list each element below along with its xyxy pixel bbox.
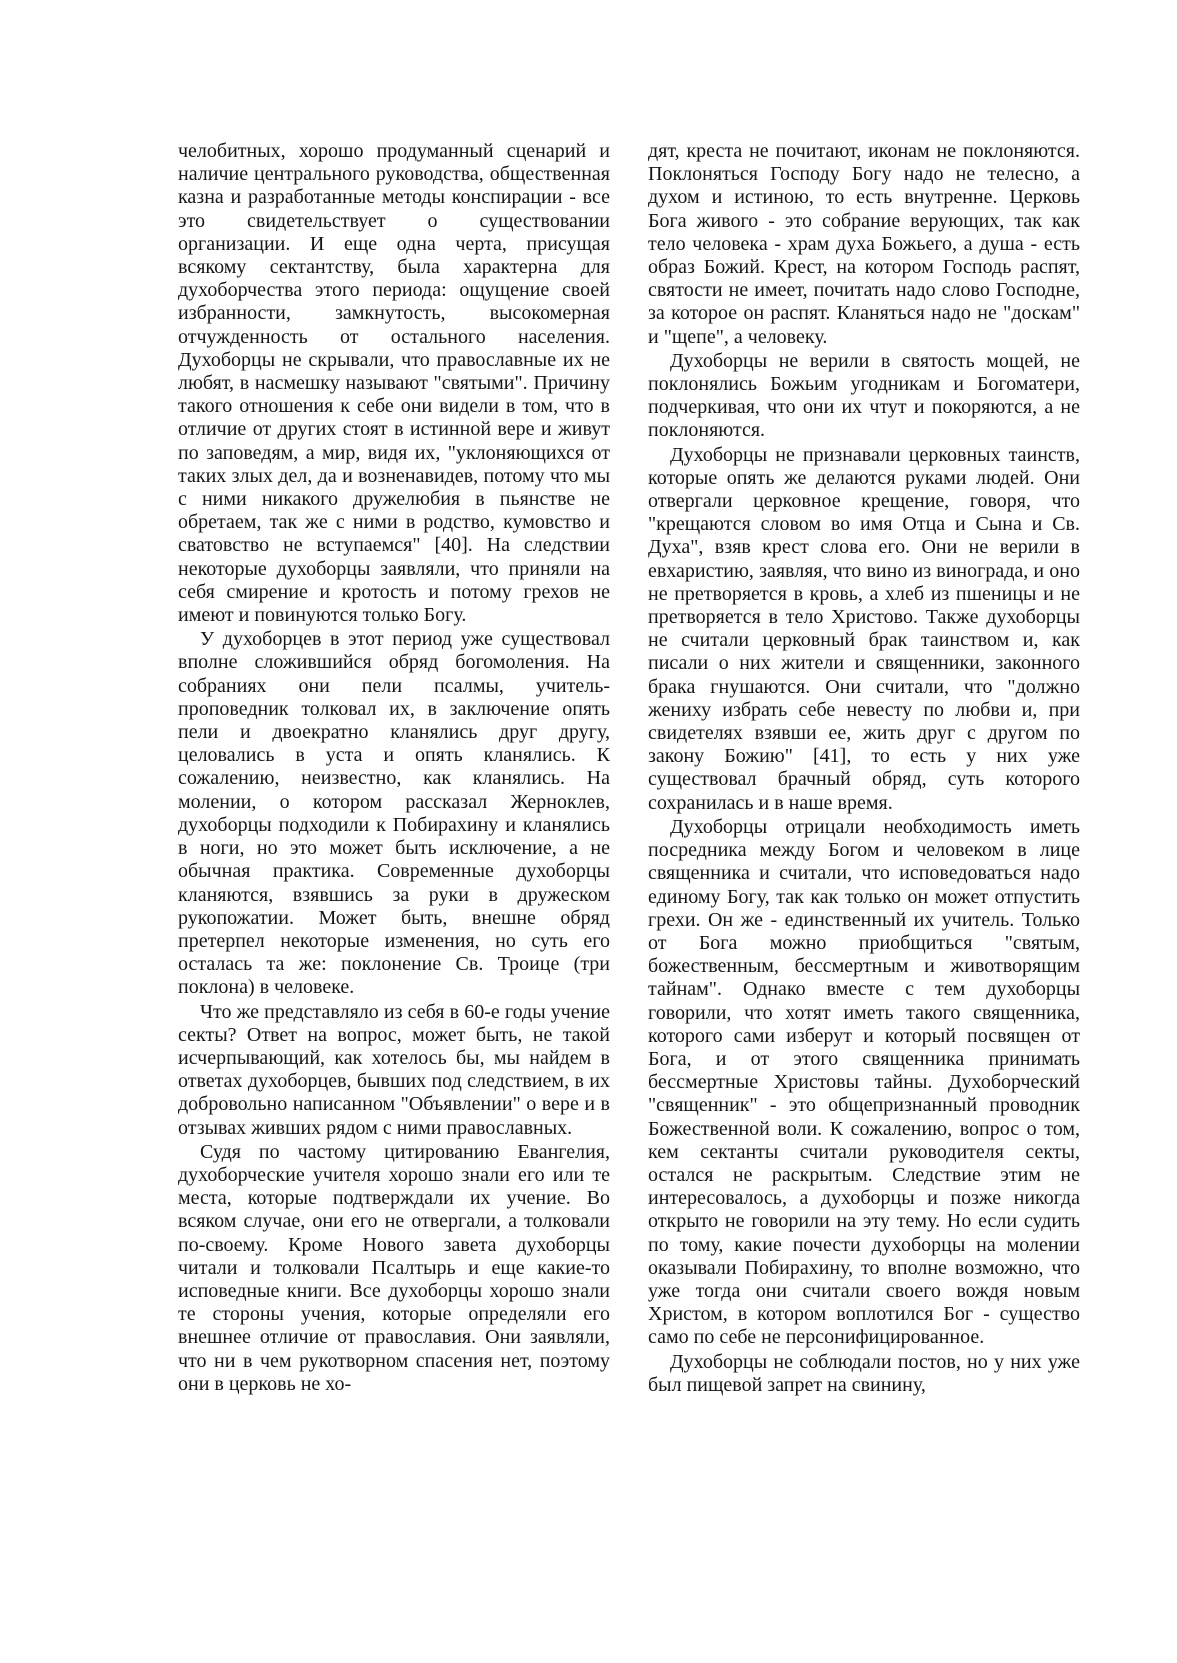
paragraph: Судя по частому цитированию Евангелия, духоборческие учителя хорошо знали его или те места, которые подтверждали их учение. Во всяком случае, они его не отвергали, а толковали по-своему. Кроме Нового завета духоборцы читали и толковали Псалтырь и еще какие-то исповедные книги. Все духоборцы хорошо знали те стороны учения, которые определяли его внешнее отличие от православия. Они заявляли, что ни в чем рукотворном спасения нет, поэтому они в церковь не хо- — [178, 1140, 610, 1395]
paragraph: челобитных, хорошо продуманный сценарий и наличие центрального руководства, общественная казна и разработанные методы конспирации - все это свидетельствует о существовании организации. И еще одна черта, присущая всякому сектантству, была характерна для духоборчества этого периода: ощущение своей избранности, замкнутость, высокомерная отчужденность от остального населения. Духоборцы не скрывали, что православные их не любят, в насмешку называют "святыми". Причину такого отношения к себе они видели в том, что в отличие от других стоят в истинной вере и живут по заповедям, а мир, видя их, "уклоняющихся от таких злых дел, да и возненавидев, потому что мы с ними никакого дружелюбия в пьянстве не обретаем, так же с ними в родство, кумовство и сватовство не вступаемся" [40]. На следствии некоторые духоборцы заявляли, что приняли на себя смирение и кротость и потому грехов не имеют и повинуются только Богу. — [178, 140, 610, 627]
paragraph: Духоборцы не признавали церковных таинств, которые опять же делаются руками людей. Они отвергали церковное крещение, говоря, что "крещаются словом во имя Отца и Сына и Св. Духа", взяв крест слова его. Они не верили в евхаристию, заявляя, что вино из винограда, и оно не претворяется в кровь, а хлеб из пшеницы и не претворяется в тело Христово. Также духоборцы не считали церковный брак таинством и, как писали о них жители и священники, законного брака гнушаются. Они считали, что "должно жениху избрать себе невесту по любви и, при свидетелях взявши ее, жить друг с другом по закону Божию" [41], то есть у них уже существовал брачный обряд, суть которого сохранилась и в наше время. — [648, 443, 1080, 814]
paragraph: Что же представляло из себя в 60-е годы учение секты? Ответ на вопрос, может быть, не такой исчерпывающий, как хотелось бы, мы найдем в ответах духоборцев, бывших под следствием, в их добровольно написанном "Объявлении" о вере и в отзывах живших рядом с ними православных. — [178, 1000, 610, 1139]
paragraph: Духоборцы отрицали необходимость иметь посредника между Богом и человеком в лице священника и считали, что исповедоваться надо единому Богу, так как только он может отпустить грехи. Он же - единственный их учитель. Только от Бога можно приобщиться "святым, божественным, бессмертным и животворящим тайнам". Однако вместе с тем духоборцы говорили, что хотят иметь такого священника, которого сами изберут и который посвящен от Бога, и от этого священника принимать бессмертные Христовы тайны. Духоборческий "священник" - это общепризнанный проводник Божественной воли. К сожалению, вопрос о том, кем сектанты считали руководителя секты, остался не раскрытым. Следствие этим не интересовалось, а духоборцы и позже никогда открыто не говорили на эту тему. Но если судить по тому, какие почести духоборцы на молении оказывали Побирахину, то вполне возможно, что уже тогда они считали своего вождя новым Христом, в котором воплотился Бог - существо само по себе не персонифицированное. — [648, 815, 1080, 1349]
paragraph: дят, креста не почитают, иконам не поклоняются. Поклоняться Господу Богу надо не телесно, а духом и истиною, то есть внутренне. Церковь Бога живого - это собрание верующих, так как тело человека - храм духа Божьего, а душа - есть образ Божий. Крест, на котором Господь распят, святости не имеет, почитать надо слово Господне, за которое он распят. Кланяться надо не "доскам" и "щепе", а человеку. — [648, 140, 1080, 348]
right-column — [648, 140, 1080, 1398]
left-column — [178, 140, 610, 1397]
paragraph: Духоборцы не соблюдали постов, но у них уже был пищевой запрет на свинину, — [648, 1350, 1080, 1396]
paragraph: Духоборцы не верили в святость мощей, не поклонялись Божьим угодникам и Богоматери, подчеркивая, что они их чтут и покоряются, а не поклоняются. — [648, 349, 1080, 442]
paragraph: У духоборцев в этот период уже существовал вполне сложившийся обряд богомоления. На собраниях они пели псалмы, учитель-проповедник толковал их, в заключение опять пели и двоекратно кланялись друг другу, целовались в уста и опять кланялись. К сожалению, неизвестно, как кланялись. На молении, о котором рассказал Жерноклев, духоборцы подходили к Побирахину и кланялись в ноги, но это может быть исключение, а не обычная практика. Современные духоборцы кланяются, взявшись за руки в дружеском рукопожатии. Может быть, внешне обряд претерпел некоторые изменения, но суть его осталась та же: поклонение Св. Троице (три поклона) в человеке. — [178, 628, 610, 999]
